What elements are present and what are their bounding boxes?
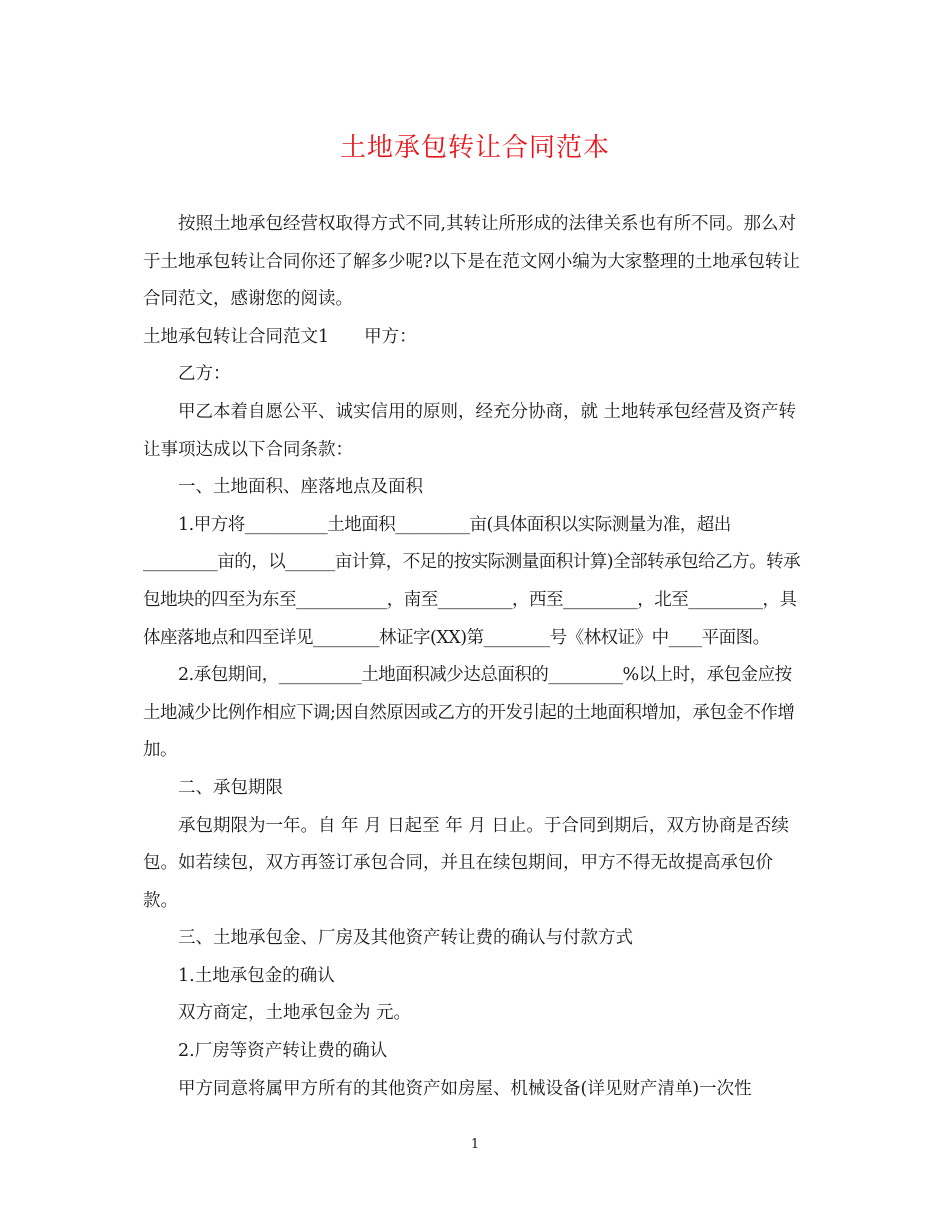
clause-3-1-heading: 1.土地承包金的确认 <box>178 965 335 986</box>
term-paragraph: 承包期限为一年。自 年 月 日起至 年 月 日止。于合同到期后，双方协商是否续包。如若续包，双方再签订承包合同，并且在续包期间，甲方不得无故提高承包价款。 <box>143 815 789 911</box>
page-number: 1 <box>470 1137 480 1152</box>
clause-3-2-heading: 2.厂房等资产转让费的确认 <box>178 1041 388 1062</box>
document-title: 土地承包转让合同范本 <box>339 133 610 163</box>
clause-1-1-paragraph: 1.甲方将__________土地面积_________亩(具体面积以实际测量为准，超出_________亩的，以______亩计算，不足的按实际测量面积计算)全部转承包给乙方。转承包地块的四至为东至___________，南至_________，西至_________，北至_________，具体座落地点和四至详见________林证字(XX)第________号《林权证》中____平面图。 <box>143 514 801 648</box>
contract-heading-party-a: 土地承包转让合同范文1 甲方： <box>143 326 417 347</box>
document-body <box>143 206 803 1108</box>
party-b-line: 乙方： <box>178 364 231 385</box>
clause-1-2-paragraph: 2.承包期间，__________土地面积减少达总面积的_________%以上时，承包金应按土地减少比例作相应下调;因自然原因或乙方的开发引起的土地面积增加，承包金不作增加。 <box>143 665 795 761</box>
section-2-heading: 二、承包期限 <box>178 777 283 798</box>
clause-3-2-paragraph: 甲方同意将属甲方所有的其他资产如房屋、机械设备(详见财产清单)一次性 <box>178 1078 752 1099</box>
section-3-heading: 三、土地承包金、厂房及其他资产转让费的确认与付款方式 <box>178 928 633 949</box>
preamble-paragraph: 甲乙本着自愿公平、诚实信用的原则，经充分协商，就 土地转承包经营及资产转让事项达成以下合同条款： <box>143 401 797 460</box>
section-1-heading: 一、土地面积、座落地点及面积 <box>178 477 423 498</box>
intro-paragraph: 按照土地承包经营权取得方式不同,其转让所形成的法律关系也有所不同。那么对于土地承包转让合同你还了解多少呢?以下是在范文网小编为大家整理的土地承包转让合同范文，感谢您的阅读。 <box>143 214 800 310</box>
clause-3-1-paragraph: 双方商定，土地承包金为 元。 <box>178 1003 412 1024</box>
